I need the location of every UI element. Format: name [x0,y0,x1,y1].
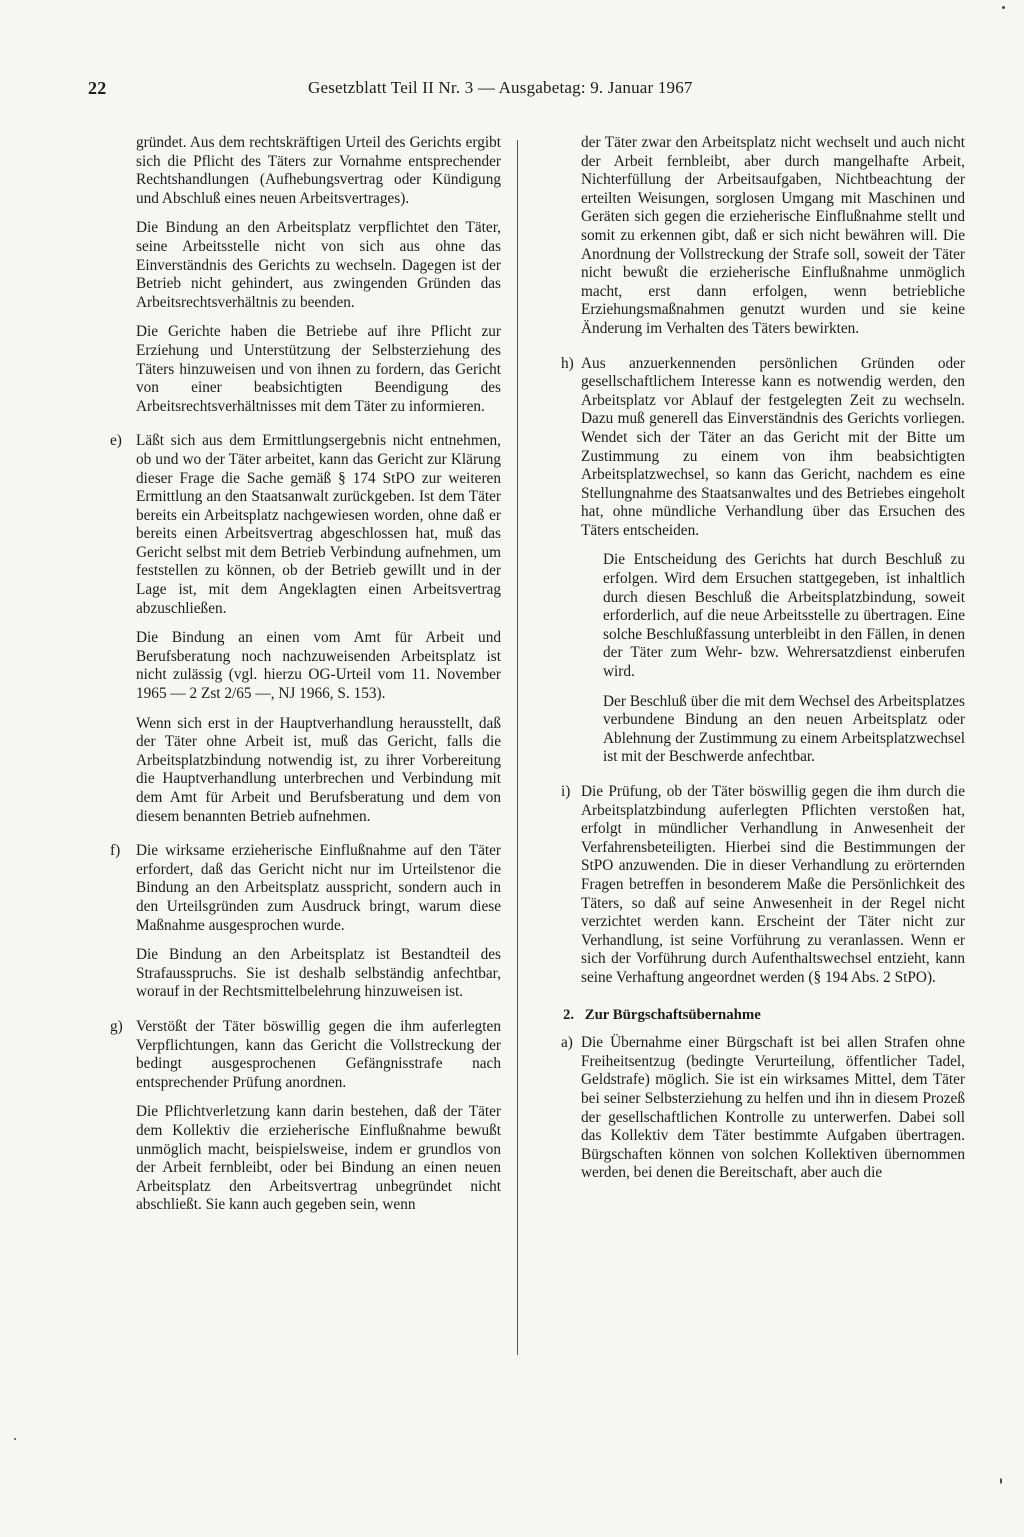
print-speck [1002,6,1005,9]
item-label: a) [561,1034,573,1052]
paragraph: Die wirksame erzieherische Einflußnahme auf den Täter erfordert, daß das Gericht nicht nur im Urteilstenor die Bindung an den Arbeitsplatz ausspricht, sondern auch in den Urteilsgründen zum Ausdruck bringt, warum diese Maßnahme ausgesprochen wurde. [136,842,501,934]
paragraph: Die Bindung an den Arbeitsplatz ist Bestandteil des Strafausspruchs. Sie ist deshalb selbständig anfechtbar, worauf in der Rechtsmittelbelehrung hinzuweisen ist. [136,946,501,1001]
paragraph: Die Bindung an einen vom Amt für Arbeit und Berufsberatung noch nachzuweisenden Arbeitsplatz ist nicht zulässig (vgl. hierzu OG-Urteil vom 11. November 1965 — 2 Zst 2/65 —, NJ 1966, S. 153). [136,629,501,703]
page-number: 22 [88,78,107,98]
list-item-h [561,354,965,541]
item-label: h) [561,354,574,372]
paragraph: Die Entscheidung des Gerichts hat durch Beschluß zu erfolgen. Wird dem Ersuchen stattgegeben, ist inhaltlich durch diesen Beschluß die Arbeitsplatzbindung, soweit erforderlich, auf die neue Arbeitsstelle zu übertragen. Eine solche Beschlußfassung unterbleibt in den Fällen, in denen der Täter zum Wehr- bzw. Wehrersatzdienst einberufen wird. [603,551,965,681]
column-divider [517,140,518,1355]
item-label: e) [110,432,122,450]
left-column [96,134,501,1226]
list-item-a [561,1034,965,1183]
paragraph: der Täter zwar den Arbeitsplatz nicht wechselt und auch nicht der Arbeit fernbleibt, aber durch mangelhafte Arbeit, Nichterfüllung der Arbeitsaufgaben, Nichtbeachtung der erteilten Weisungen, sorglosen Umgang mit Maschinen und Geräten sich gegen die erzieherische Einflußnahme stellt und somit zu erkennen gibt, daß er sich nicht bewähren will. Die Anordnung der Vollstreckung der Strafe soll, soweit der Täter nicht bewußt die erzieherische Einflußnahme unmöglich macht, erst dann erfolgen, wenn betriebliche Erziehungsmaßnahmen genutzt wurden und sie keine Änderung im Verhalten des Täters bewirkten. [581,134,965,337]
paragraph: Verstößt der Täter böswillig gegen die ihm auferlegten Verpflichtungen, kann das Gericht die Vollstreckung der bedingt ausgesprochenen Gefängnisstrafe nach entsprechender Prüfung anordnen. [136,1017,501,1091]
list-item-i [561,783,965,988]
paragraph: Die Gerichte haben die Betriebe auf ihre Pflicht zur Erziehung und Unterstützung der Selbsterziehung des Täters hinzuweisen und von ihnen zu fordern, das Gericht von einer beabsichtigten Beendigung des Arbeitsrechtsverhältnisses mit dem Täter zu informieren. [136,323,501,415]
section-heading [563,1006,965,1025]
item-label: i) [561,783,571,800]
paragraph: gründet. Aus dem rechtskräftigen Urteil des Gerichts ergibt sich die Pflicht des Täters zur Vornahme entsprechender Rechtshandlungen (Aufhebungsvertrag oder Kündigung und Abschluß eines neuen Arbeitsvertrages). [136,134,501,207]
list-item-e [110,432,501,618]
paragraph: Wenn sich erst in der Hauptverhandlung herausstellt, daß der Täter ohne Arbeit ist, muß das Gericht, falls die Arbeitsplatzbindung notwendig ist, zu ihrer Vorbereitung die Hauptverhandlung unterbrechen und Verbindung mit dem Amt für Arbeit und Berufsberatung und dem von diesem benannten Betrieb aufnehmen. [136,714,501,825]
item-label: f) [110,842,121,860]
paragraph: Die Pflichtverletzung kann darin bestehen, daß der Täter dem Kollektiv die erzieherische Einflußnahme bewußt unmöglich macht, beispielsweise, indem er grundlos von der Arbeit fernbleibt, oder bei Bindung an einen neuen Arbeitsplatz den Arbeitsvertrag unbegründet nicht abschließt. Sie kann auch gegeben sein, wenn [136,1103,501,1214]
list-item-g [110,1017,501,1092]
paragraph: Der Beschluß über die mit dem Wechsel des Arbeitsplatzes verbundene Bindung an den neuen Arbeitsplatz oder Ablehnung der Zustimmung zu einem Arbeitsplatzwechsel ist mit der Beschwerde anfechtbar. [603,692,965,766]
print-speck [14,1438,16,1440]
paragraph: Aus anzuerkennenden persönlichen Gründen oder gesellschaftlichem Interesse kann es notwendig werden, den Arbeitsplatz vor Ablauf der festgelegten Zeit zu wechseln. Dazu muß generell das Einverständnis des Gerichts vorliegen. Wendet sich der Täter an das Gericht mit der Bitte um Zustimmung zu einem von ihm beabsichtigten Arbeitsplatzwechsel, so kann das Gericht, nachdem es eine Stellungnahme des Staatsanwaltes und des Betriebes eingeholt hat, ohne mündliche Verhandlung über das Ersuchen des Täters entscheiden. [581,354,965,539]
paragraph: Die Übernahme einer Bürgschaft ist bei allen Strafen ohne Freiheitsentzug (bedingte Verurteilung, öffentlicher Tadel, Geldstrafe) möglich. Sie ist ein wirksames Mittel, dem Täter bei seiner Selbsterziehung zu helfen und ihn in diesem Prozeß der gesellschaftlichen Kontrolle zu unterwerfen. Dabei soll das Kollektiv dem Täter bestimmte Aufgaben übertragen. Bürgschaften können von solchen Kollektiven übernommen werden, bei denen die Bereitschaft, aber auch die [581,1034,965,1182]
list-item-f [110,842,501,935]
paragraph: Die Prüfung, ob der Täter böswillig gegen die ihm durch die Arbeitsplatzbindung auferlegten Pflichten verstoßen hat, erfolgt in mündlicher Verhandlung in Anwesenheit der Verfahrensbeteiligten. Hierbei sind die Bestimmungen der StPO anzuwenden. Die in dieser Verhandlung zu erörternden Fragen betreffen in besonderem Maße die Persönlichkeit des Täters, so daß auf seine Anwesenheit in der Regel nicht verzichtet werden kann. Erscheint der Täter nicht zur Verhandlung, ist seine Vorführung zu veranlassen. Wenn er sich der Vorführung durch Aufenthaltswechsel entzieht, kann seine Verhaftung angeordnet werden (§ 194 Abs. 2 StPO). [581,783,965,986]
right-column [563,134,965,1194]
header-title: Gesetzblatt Teil II Nr. 3 — Ausgabetag: 9. Januar 1967 [308,78,693,97]
paragraph: Die Bindung an den Arbeitsplatz verpflichtet den Täter, seine Arbeitsstelle nicht von sich aus ohne das Einverständnis des Gerichts zu wechseln. Dagegen ist der Betrieb nicht gehindert, aus zwingenden Gründen das Arbeitsrechtsverhältnis zu beenden. [136,219,501,311]
section-title: Zur Bürgschaftsübernahme [584,1006,761,1023]
paragraph: Läßt sich aus dem Ermittlungsergebnis nicht entnehmen, ob und wo der Täter arbeitet, kann das Gericht zur Klärung dieser Frage die Sache gemäß § 174 StPO zur weiteren Ermittlung an den Staatsanwalt zurückgeben. Ist dem Täter bereits ein Arbeitsplatz nachgewiesen worden, ohne daß er bereits einen Arbeitsvertrag abgeschlossen hat, muß das Gericht selbst mit dem Betrieb Verbindung aufnehmen, um feststellen zu können, ob der Betrieb gewillt und in der Lage ist, mit dem Angeklagten einen Arbeitsvertrag abzuschließen. [136,432,501,617]
section-number: 2. [563,1006,575,1023]
print-speck [1000,1478,1002,1484]
item-label: g) [110,1017,123,1035]
